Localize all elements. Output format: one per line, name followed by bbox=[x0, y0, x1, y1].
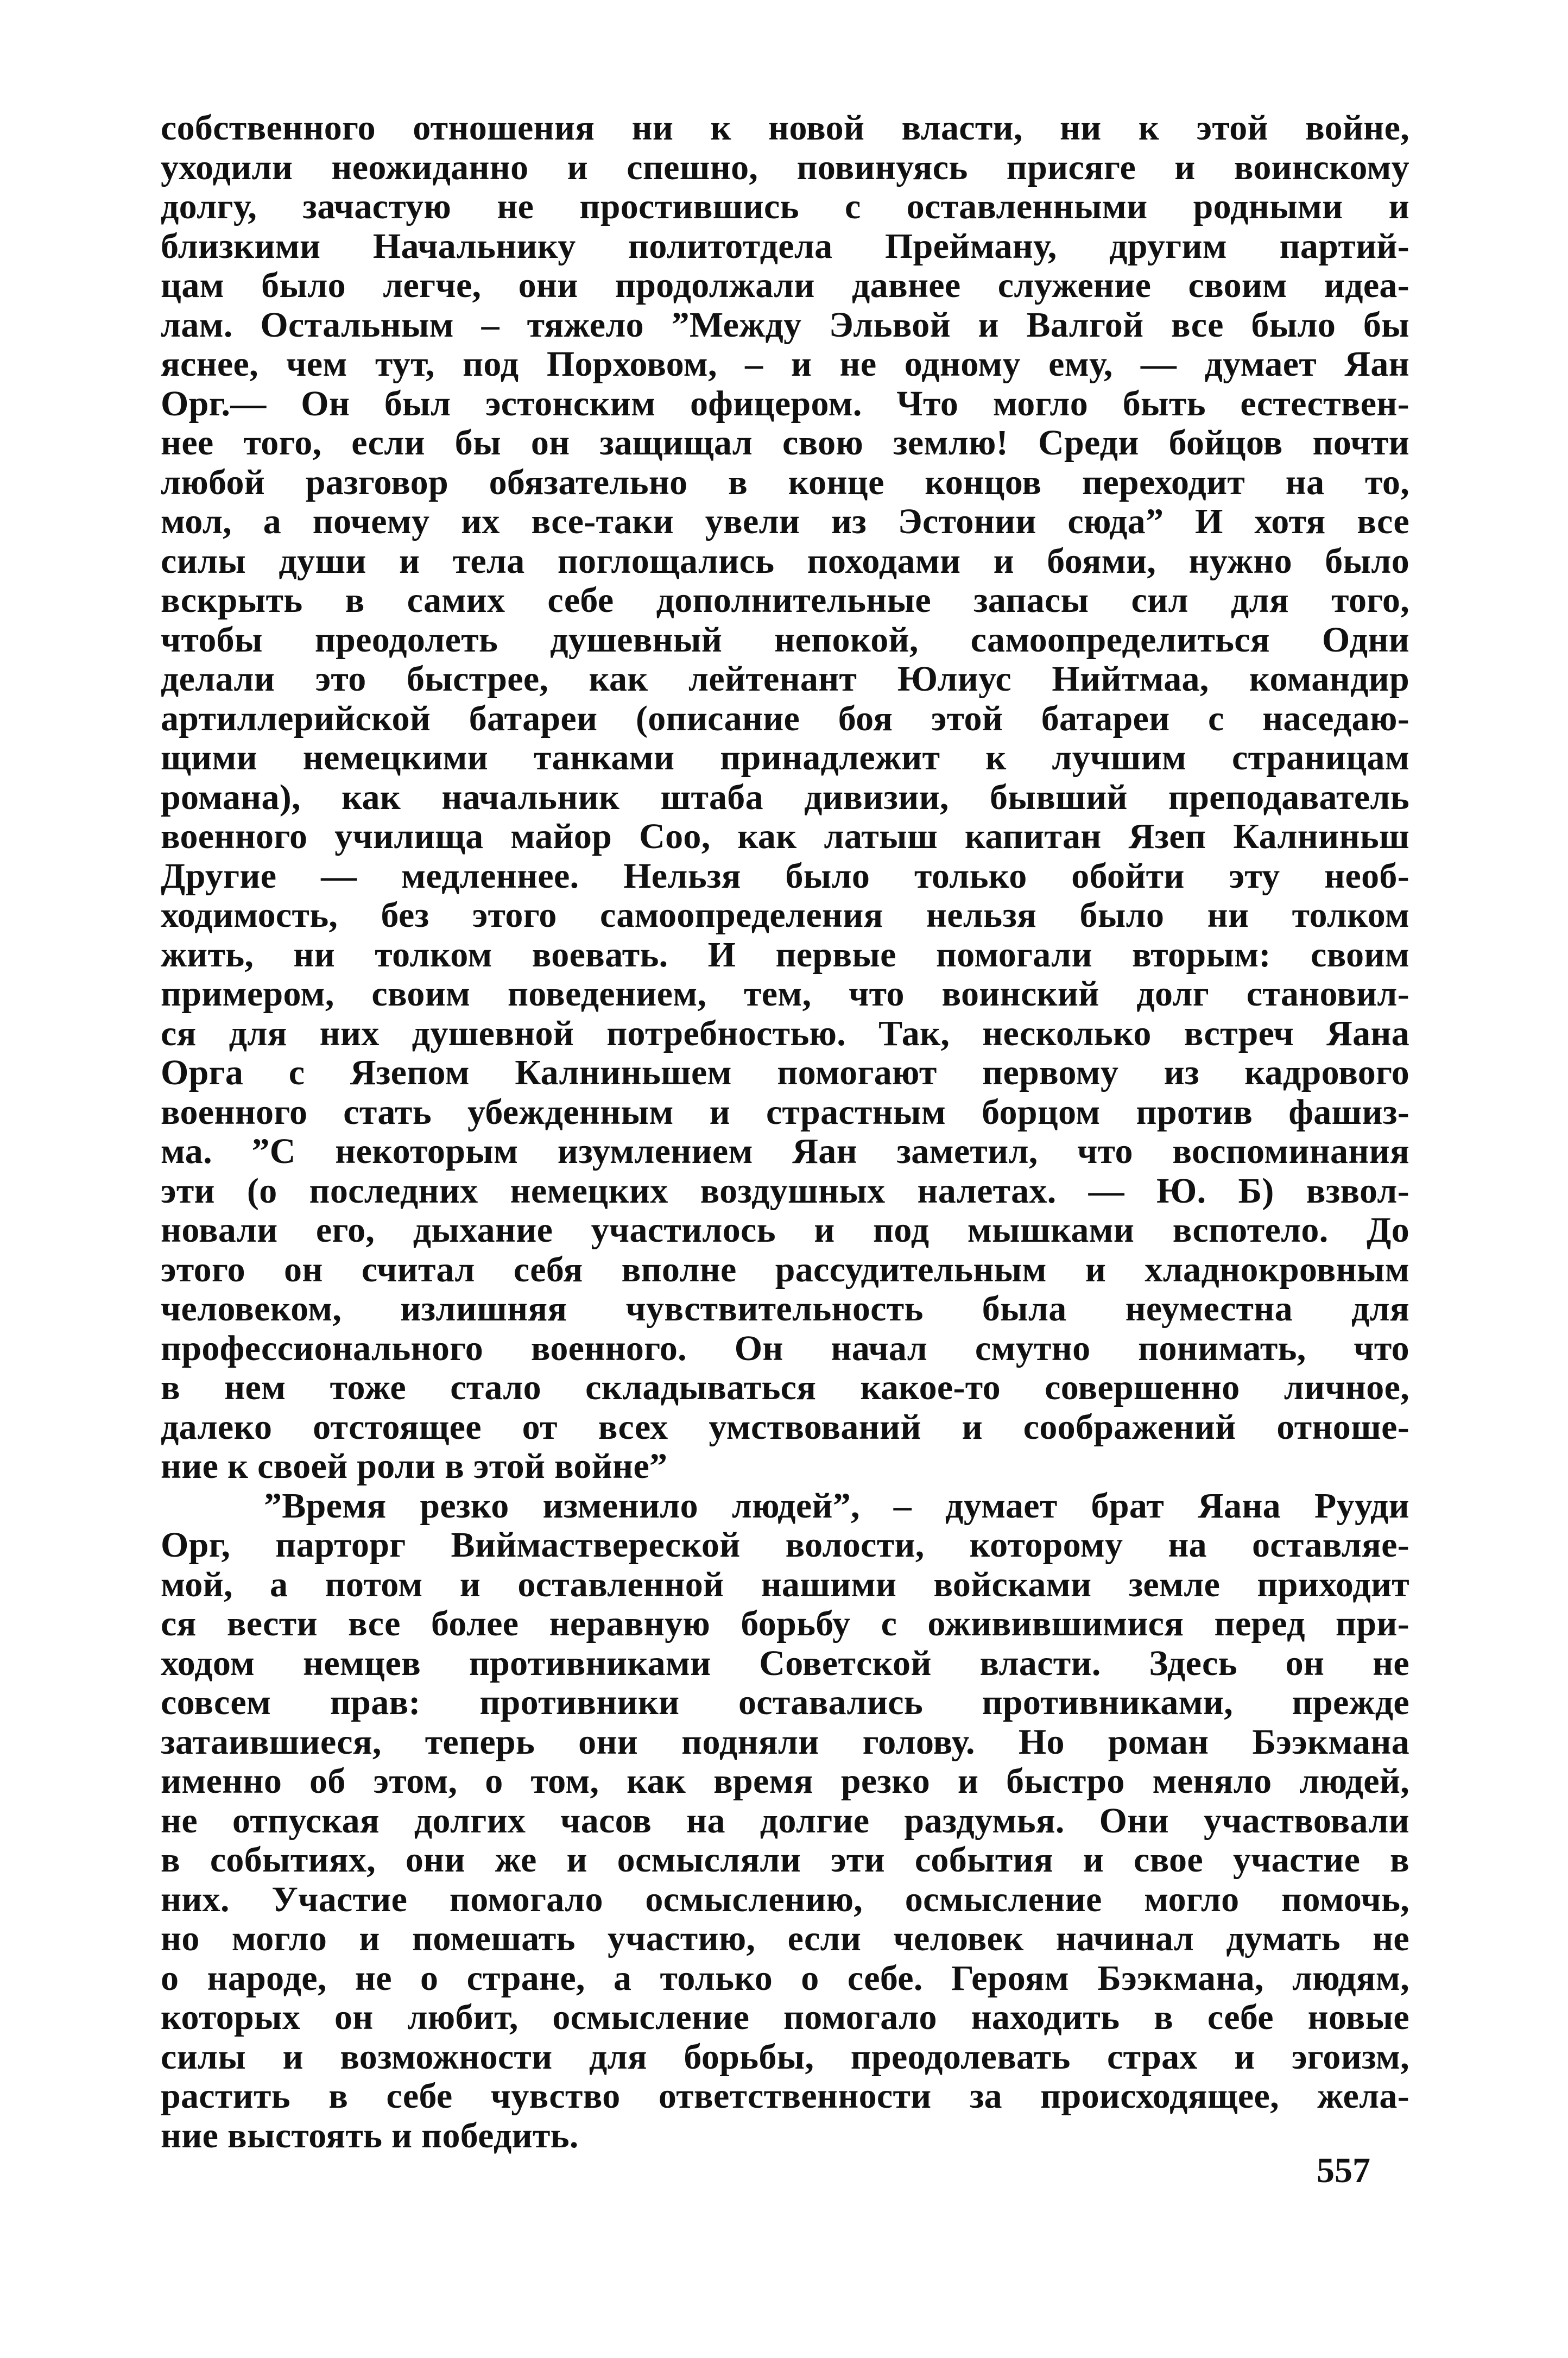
text-line: делали это быстрее, как лейтенант Юлиус Нийтмаа, командир bbox=[161, 659, 1409, 699]
text-line: которых он любит, осмысление помогало находить в себе новые bbox=[161, 1997, 1409, 2037]
text-line: Орг, парторг Виймаствереской волости, которому на оставляе- bbox=[161, 1525, 1409, 1565]
text-line: ходимость, без этого самоопределения нельзя было ни толком bbox=[161, 895, 1409, 935]
text-line: примером, своим поведением, тем, что воинский долг становил- bbox=[161, 974, 1409, 1014]
text-line: жить, ни толком воевать. И первые помогали вторым: своим bbox=[161, 934, 1409, 975]
text-line: ”Время резко изменило людей”, – думает брат Яана Рууди bbox=[264, 1485, 1409, 1526]
text-line: лам. Остальным – тяжело ”Между Эльвой и Валгой все было бы bbox=[161, 305, 1409, 345]
text-line: уходили неожиданно и спешно, повинуясь присяге и воинскому bbox=[161, 147, 1409, 187]
text-line: человеком, излишняя чувствительность была неуместна для bbox=[161, 1289, 1409, 1329]
text-line: ма. ”С некоторым изумлением Яан заметил, что воспоминания bbox=[161, 1131, 1409, 1171]
text-line: не отпуская долгих часов на долгие раздумья. Они участвовали bbox=[161, 1800, 1409, 1841]
text-line: близкими Начальнику политотдела Прейману, другим партий- bbox=[161, 226, 1409, 266]
text-line: профессионального военного. Он начал смутно понимать, что bbox=[161, 1328, 1409, 1368]
text-line: артиллерийской батареи (описание боя этой батареи с наседаю- bbox=[161, 698, 1409, 738]
text-line: мой, а потом и оставленной нашими войсками земле приходит bbox=[161, 1564, 1409, 1604]
text-line: собственного отношения ни к новой власти, ни к этой войне, bbox=[161, 108, 1409, 148]
text-line: щими немецкими танками принадлежит к лучшим страницам bbox=[161, 738, 1409, 777]
text-line: нее того, если бы он защищал свою землю! Среди бойцов почти bbox=[161, 423, 1409, 463]
text-line: совсем прав: противники оставались противниками, прежде bbox=[161, 1683, 1409, 1722]
text-line: романа), как начальник штаба дивизии, бывший преподаватель bbox=[161, 777, 1409, 817]
text-line: в событиях, они же и осмысляли эти события и свое участие в bbox=[161, 1840, 1409, 1880]
text-line: цам было легче, они продолжали давнее служение своим идеа- bbox=[161, 265, 1409, 305]
paragraph bbox=[161, 1487, 1409, 2156]
text-line: долгу, зачастую не простившись с оставленными родными и bbox=[161, 187, 1409, 226]
text-line: Орга с Язепом Калниньшем помогают первому из кадрового bbox=[161, 1053, 1409, 1092]
text-line: военного училища майор Соо, как латыш капитан Язеп Калниньш bbox=[161, 817, 1409, 856]
paragraph bbox=[161, 109, 1409, 1487]
text-line: этого он считал себя вполне рассудительным и хладнокровным bbox=[161, 1249, 1409, 1289]
text-line: силы и возможности для борьбы, преодолевать страх и эгоизм, bbox=[161, 2037, 1409, 2077]
text-line: затаившиеся, теперь они подняли голову. Но роман Бээкмана bbox=[161, 1722, 1409, 1762]
text-line: ние к своей роли в этой войне” bbox=[161, 1446, 668, 1486]
text-line: эти (о последних немецких воздушных налетах. — Ю. Б) взвол- bbox=[161, 1171, 1409, 1211]
text-line: любой разговор обязательно в конце концов переходит на то, bbox=[161, 462, 1409, 502]
text-line: в нем тоже стало складываться какое-то совершенно личное, bbox=[161, 1368, 1409, 1407]
text-line: далеко отстоящее от всех умствований и соображений отноше- bbox=[161, 1407, 1409, 1447]
body-text bbox=[161, 109, 1409, 2155]
text-line: ся для них душевной потребностью. Так, несколько встреч Яана bbox=[161, 1013, 1409, 1053]
text-line: новали его, дыхание участилось и под мышками вспотело. До bbox=[161, 1210, 1409, 1250]
text-line: именно об этом, о том, как время резко и быстро меняло людей, bbox=[161, 1761, 1409, 1801]
text-line: военного стать убежденным и страстным борцом против фашиз- bbox=[161, 1092, 1409, 1132]
text-line: о народе, не о стране, а только о себе. Героям Бээкмана, людям, bbox=[161, 1958, 1409, 1998]
text-line: растить в себе чувство ответственности за происходящее, жела- bbox=[161, 2076, 1409, 2116]
text-line: Орг.— Он был эстонским офицером. Что могло быть естествен- bbox=[161, 383, 1409, 423]
text-line: яснее, чем тут, под Порховом, – и не одному ему, — думает Яан bbox=[161, 344, 1409, 384]
text-line: мол, а почему их все-таки увели из Эстонии сюда” И хотя все bbox=[161, 502, 1409, 541]
text-line: ние выстоять и победить. bbox=[161, 2115, 579, 2155]
text-line: Другие — медленнее. Нельзя было только обойти эту необ- bbox=[161, 856, 1409, 896]
text-line: ся вести все более неравную борьбу с оживившимися перед при- bbox=[161, 1604, 1409, 1643]
text-line: но могло и помешать участию, если человек начинал думать не bbox=[161, 1919, 1409, 1958]
text-line: чтобы преодолеть душевный непокой, самоопределиться Одни bbox=[161, 619, 1409, 660]
text-line: ходом немцев противниками Советской власти. Здесь он не bbox=[161, 1643, 1409, 1683]
text-line: вскрыть в самих себе дополнительные запасы сил для того, bbox=[161, 580, 1409, 620]
text-line: силы души и тела поглощались походами и боями, нужно было bbox=[161, 541, 1409, 581]
text-line: них. Участие помогало осмыслению, осмысление могло помочь, bbox=[161, 1879, 1409, 1919]
page-number: 557 bbox=[1317, 2151, 1370, 2190]
